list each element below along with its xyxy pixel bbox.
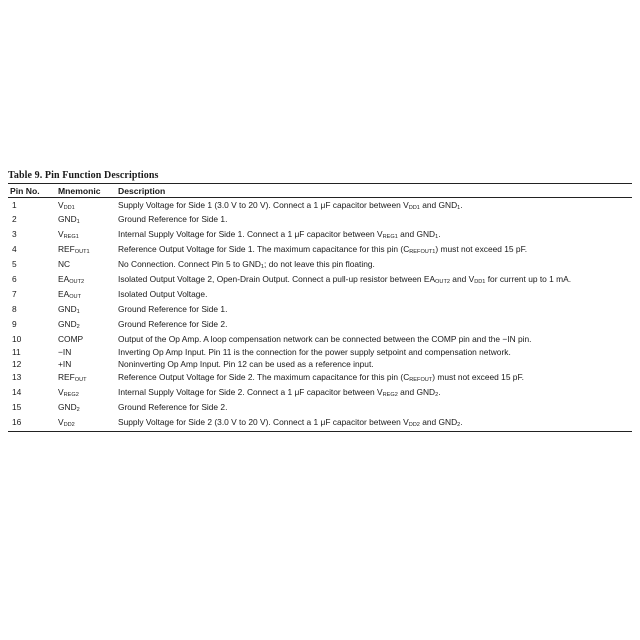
pin-description [116, 345, 632, 358]
mnemonic-text: V [58, 199, 64, 210]
table-row [8, 416, 632, 431]
pin-description [116, 213, 632, 228]
table-row [8, 317, 632, 332]
pin-mnemonic [56, 358, 116, 371]
mnemonic-text: GND [58, 214, 77, 225]
mnemonic-subscript: OUT2 [69, 279, 85, 286]
description-text: . [460, 416, 463, 427]
mnemonic-text: V [58, 229, 64, 240]
description-text: Ground Reference for Side 2. [118, 402, 228, 413]
table-row [8, 345, 632, 358]
mnemonic-text: EA [58, 274, 70, 285]
table-row [8, 213, 632, 228]
table-row [8, 358, 632, 371]
description-text: and GND [419, 416, 458, 427]
description-text: Output of the Op Amp. A loop compensation network can be connected between the COMP pin and the −IN pin. [118, 333, 532, 344]
description-text: Internal Supply Voltage for Side 2. Connect a 1 μF capacitor between V [118, 387, 383, 398]
pin-function-table [8, 183, 632, 432]
pin-description [116, 332, 632, 345]
pin-description [116, 371, 632, 386]
description-text: Supply Voltage for Side 1 (3.0 V to 20 V). Connect a 1 μF capacitor between V [118, 199, 409, 210]
description-text: and GND [419, 199, 458, 210]
description-text: . [438, 387, 441, 398]
table-row [8, 386, 632, 401]
description-text: Isolated Output Voltage. [118, 288, 208, 299]
mnemonic-text: GND [58, 318, 77, 329]
description-text: ) must not exceed 15 pF. [435, 244, 528, 255]
pin-description [116, 273, 632, 288]
pin-description [116, 288, 632, 303]
description-text: for current up to 1 mA. [485, 274, 572, 285]
pin-mnemonic [56, 228, 116, 243]
pin-number: 16 [8, 416, 56, 431]
mnemonic-text: REF [58, 372, 75, 383]
table-row [8, 371, 632, 386]
pin-mnemonic [56, 401, 116, 416]
mnemonic-text: NC [58, 259, 71, 270]
pin-description [116, 243, 632, 258]
description-text: . [438, 229, 441, 240]
pin-number: 5 [12, 259, 17, 270]
table-row [8, 243, 632, 258]
pin-mnemonic [56, 243, 116, 258]
mnemonic-subscript: DD1 [63, 204, 75, 211]
mnemonic-text: EA [58, 288, 70, 299]
description-text: Ground Reference for Side 1. [118, 214, 228, 225]
pin-description [116, 386, 632, 401]
mnemonic-text: REF [58, 244, 75, 255]
pin-number: 10 [12, 333, 22, 344]
pin-number: 2 [12, 214, 17, 225]
mnemonic-subscript: 2 [76, 407, 80, 414]
description-subscript: DD2 [408, 421, 420, 428]
description-text: No Connection. Connect Pin 5 to GND [118, 259, 261, 270]
description-subscript: 2 [435, 392, 439, 399]
pin-mnemonic [56, 332, 116, 345]
pin-number: 4 [12, 244, 17, 255]
description-text: . [460, 199, 463, 210]
description-text: Internal Supply Voltage for Side 1. Connect a 1 μF capacitor between V [118, 229, 383, 240]
mnemonic-text: V [58, 416, 64, 427]
description-subscript: OUT2 [435, 279, 450, 286]
pin-description [116, 358, 632, 371]
description-text: Supply Voltage for Side 2 (3.0 V to 20 V). Connect a 1 μF capacitor between V [118, 416, 409, 427]
mnemonic-subscript: OUT [69, 293, 81, 300]
table-row [8, 288, 632, 303]
description-subscript: DD1 [474, 279, 486, 286]
description-text: Inverting Op Amp Input. Pin 11 is the connection for the power supply setpoint and compensation network. [118, 346, 511, 357]
pin-number: 11 [12, 346, 21, 357]
header-pin-no: Pin No. [8, 184, 56, 198]
mnemonic-subscript: OUT [74, 377, 87, 384]
description-text: Reference Output Voltage for Side 1. The maximum capacitance for this pin (C [118, 244, 410, 255]
pin-number: 12 [12, 359, 22, 370]
pin-mnemonic [56, 416, 116, 431]
pin-description [116, 317, 632, 332]
pin-mnemonic [56, 258, 116, 273]
mnemonic-subscript: REG2 [63, 392, 79, 399]
pin-mnemonic [56, 371, 116, 386]
mnemonic-text: COMP [58, 333, 84, 344]
pin-number: 13 [12, 372, 22, 383]
pin-mnemonic [56, 288, 116, 303]
pin-description [116, 228, 632, 243]
description-text: and GND [397, 387, 436, 398]
pin-mnemonic [56, 317, 116, 332]
pin-description [116, 416, 632, 431]
description-text: Ground Reference for Side 1. [118, 303, 228, 314]
mnemonic-text: GND [58, 303, 77, 314]
mnemonic-subscript: 1 [76, 219, 80, 226]
table-row [8, 198, 632, 213]
description-text: ; do not leave this pin floating. [264, 259, 375, 270]
description-text: Isolated Output Voltage 2, Open-Drain Output. Connect a pull-up resistor between EA [118, 274, 436, 285]
pin-number: 7 [12, 288, 17, 299]
pin-description [116, 303, 632, 318]
table-row [8, 401, 632, 416]
pin-number: 8 [12, 303, 17, 314]
pin-number: 6 [12, 274, 17, 285]
description-subscript: 2 [457, 421, 461, 428]
mnemonic-text: GND [58, 402, 77, 413]
table-row [8, 332, 632, 345]
pin-function-table-section [8, 170, 632, 432]
description-subscript: REFOUT [409, 377, 433, 384]
pin-mnemonic [56, 198, 116, 213]
description-subscript: REG1 [382, 234, 398, 241]
mnemonic-subscript: DD2 [63, 421, 75, 428]
table-row [8, 303, 632, 318]
description-text: Noninverting Op Amp Input. Pin 12 can be used as a reference input. [118, 359, 374, 370]
pin-mnemonic [56, 386, 116, 401]
pin-number: 3 [12, 229, 17, 240]
table-header-row [8, 184, 632, 198]
mnemonic-subscript: 2 [76, 323, 80, 330]
pin-mnemonic [56, 213, 116, 228]
description-subscript: REFOUT1 [409, 249, 436, 256]
pin-mnemonic [56, 345, 116, 358]
description-subscript: 1 [260, 264, 265, 271]
pin-number: 9 [12, 318, 17, 329]
pin-number: 14 [12, 387, 22, 398]
header-description: Description [116, 184, 632, 198]
pin-description [116, 401, 632, 416]
pin-number: 1 [12, 199, 17, 210]
mnemonic-subscript: REG1 [63, 234, 79, 241]
mnemonic-subscript: OUT1 [74, 249, 90, 256]
description-text: and V [449, 274, 475, 285]
mnemonic-text: −IN [58, 346, 72, 357]
description-subscript: 1 [457, 204, 461, 211]
description-text: Reference Output Voltage for Side 2. The maximum capacitance for this pin (C [118, 372, 410, 383]
pin-mnemonic [56, 273, 116, 288]
table-caption: Table 9. Pin Function Descriptions [8, 170, 159, 181]
description-text: Ground Reference for Side 2. [118, 318, 228, 329]
table-row [8, 258, 632, 273]
table-body [8, 198, 632, 431]
description-subscript: REG2 [382, 392, 398, 399]
description-subscript: DD1 [408, 204, 420, 211]
pin-mnemonic [56, 303, 116, 318]
table-row [8, 228, 632, 243]
description-subscript: 1 [435, 234, 439, 241]
pin-description [116, 198, 632, 213]
description-text: and GND [397, 229, 436, 240]
header-mnemonic: Mnemonic [56, 184, 116, 198]
mnemonic-text: +IN [58, 359, 72, 370]
table-row [8, 273, 632, 288]
pin-description [116, 258, 632, 273]
pin-number: 15 [12, 402, 22, 413]
mnemonic-subscript: 1 [76, 308, 80, 315]
description-text: ) must not exceed 15 pF. [432, 372, 524, 383]
mnemonic-text: V [58, 387, 64, 398]
